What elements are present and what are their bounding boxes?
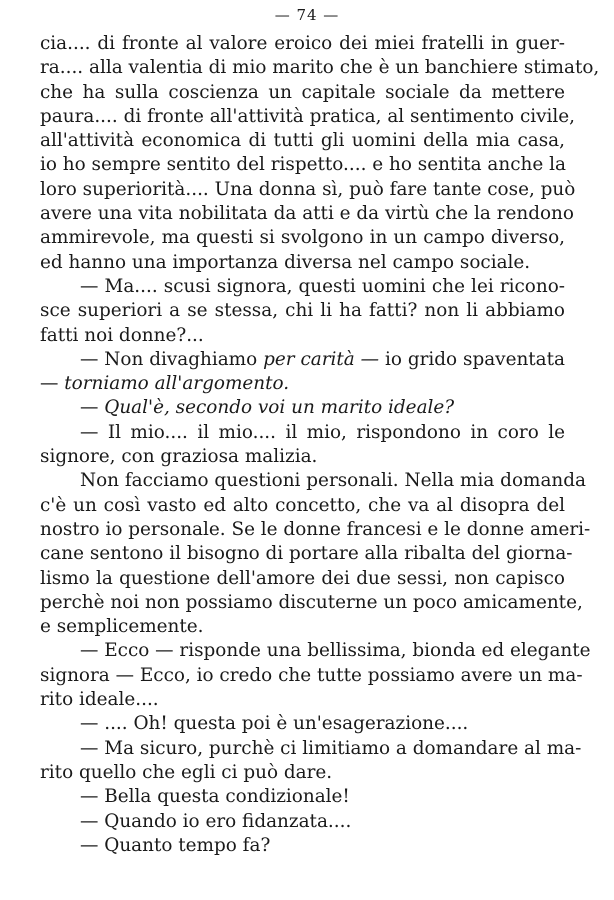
text-line: ammirevole, ma questi si svolgono in un campo diverso,	[40, 227, 565, 249]
text-line: — Ecco — risponde una bellissima, bionda ed elegante	[80, 640, 591, 662]
text-line: — Il mio.... il mio.... il mio, rispondono in coro le	[80, 421, 565, 443]
text-line: paura.... di fronte all'attività pratica, al sentimento civile,	[40, 105, 576, 127]
text-line: — Ma.... scusi signora, questi uomini che lei ricono-	[80, 275, 565, 297]
text-line: — Qual'è, secondo voi un marito ideale?	[80, 397, 455, 419]
page-number: — 74 —	[274, 6, 340, 24]
text-line: nostro io personale. Se le donne francesi e le donne ameri-	[40, 518, 591, 540]
text-line: signore, con graziosa malizia.	[40, 446, 318, 468]
text-line: cane sentono il bisogno di portare alla ribalta del giorna-	[40, 543, 573, 565]
text-line: lismo la questione dell'amore dei due sessi, non capisco	[40, 567, 565, 589]
text-line: — .... Oh! questa poi è un'esagerazione....	[80, 713, 469, 735]
text-line: cia.... di fronte al valore eroico dei miei fratelli in guer-	[40, 33, 565, 54]
text-line: — Bella questa condizionale!	[80, 786, 350, 808]
text-line: Non facciamo questioni personali. Nella mia domanda	[80, 470, 587, 492]
text-line: e semplicemente.	[40, 616, 204, 638]
text-line: — Ma sicuro, purchè ci limitiamo a domandare al ma-	[80, 737, 582, 759]
text-line: sce superiori a se stessa, chi li ha fatti? non li abbiamo	[40, 300, 565, 322]
text-line: — Quando io ero fidanzata....	[80, 810, 352, 832]
text-line: all'attività economica di tutti gli uomini della mia casa,	[40, 130, 565, 152]
text-line: ra.... alla valentia di mio marito che è un banchiere stimato,	[40, 57, 600, 79]
text-line: fatti noi donne?...	[40, 324, 204, 346]
text-line: — Quanto tempo fa?	[80, 834, 271, 856]
text-line: — torniamo all'argomento.	[40, 373, 290, 395]
text-line: signora — Ecco, io credo che tutte possiamo avere un ma-	[40, 664, 583, 686]
text-line: loro superiorità.... Una donna sì, può fare tante cose, può	[40, 178, 576, 200]
text-line: avere una vita nobilitata da atti e da virtù che la rendono	[40, 203, 574, 225]
text-line: — Non divaghiamo per carità — io grido spaventata	[80, 348, 566, 370]
text-line: rito quello che egli ci può dare.	[40, 761, 333, 783]
text-line: io ho sempre sentito del rispetto.... e ho sentita anche la	[40, 154, 566, 176]
page-text	[40, 32, 600, 858]
text-line: che ha sulla coscienza un capitale sociale da mettere	[40, 81, 565, 103]
text-line: perchè noi non possiamo discuterne un poco amicamente,	[40, 591, 583, 613]
text-line: rito ideale....	[40, 689, 159, 711]
text-line: c'è un così vasto ed alto concetto, che va al disopra del	[40, 494, 565, 516]
text-line: ed hanno una importanza diversa nel campo sociale.	[40, 251, 531, 273]
